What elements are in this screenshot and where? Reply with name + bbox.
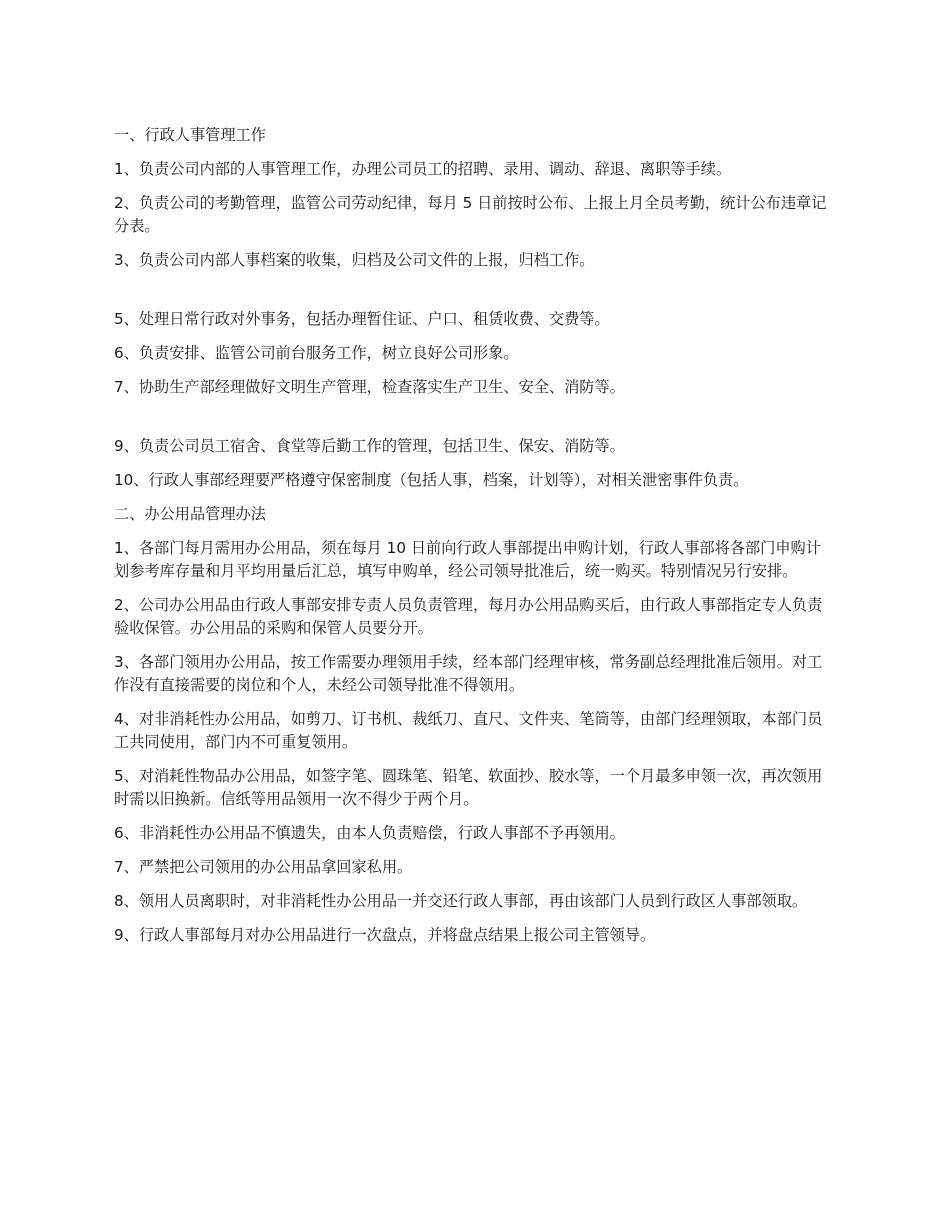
- list-item: 5、处理日常行政对外事务，包括办理暂住证、户口、租赁收费、交费等。: [114, 310, 610, 328]
- list-item: 3、负责公司内部人事档案的收集，归档及公司文件的上报，归档工作。: [114, 251, 595, 269]
- list-item: 2、负责公司的考勤管理，监管公司劳动纪律，每月 5 日前按时公布、上报上月全员考勤，统计公布违章记分表。: [114, 194, 827, 235]
- list-item: 1、各部门每月需用办公用品，须在每月 10 日前向行政人事部提出申购计划，行政人事部将各部门申购计划参考库存量和月平均用量后汇总，填写申购单，经公司领导批准后，统一购买。特别情况另行安排。: [114, 539, 821, 580]
- blank-gap: [114, 283, 836, 308]
- list-item: 6、负责安排、监管公司前台服务工作，树立良好公司形象。: [114, 344, 519, 362]
- list-item: 4、对非消耗性办公用品，如剪刀、订书机、裁纸刀、直尺、文件夹、笔筒等，由部门经理领取，本部门员工共同使用，部门内不可重复领用。: [114, 710, 823, 751]
- list-item: 10、行政人事部经理要严格遵守保密制度（包括人事，档案，计划等），对相关泄密事件负责。: [114, 471, 749, 489]
- list-item: 1、负责公司内部的人事管理工作，办理公司员工的招聘、录用、调动、辞退、离职等手续。: [114, 160, 732, 178]
- list-item: 2、公司办公用品由行政人事部安排专责人员负责管理，每月办公用品购买后，由行政人事部指定专人负责验收保管。办公用品的采购和保管人员要分开。: [114, 596, 823, 637]
- list-item: 3、各部门领用办公用品，按工作需要办理领用手续，经本部门经理审核，常务副总经理批准后领用。对工作没有直接需要的岗位和个人，未经公司领导批准不得领用。: [114, 653, 823, 694]
- blank-gap: [114, 410, 836, 435]
- section-heading-2: 二、办公用品管理办法: [114, 505, 266, 523]
- section-heading-1: 一、行政人事管理工作: [114, 126, 266, 144]
- list-item: 7、严禁把公司领用的办公用品拿回家私用。: [114, 858, 413, 876]
- document-page: [114, 124, 836, 958]
- list-item: 8、领用人员离职时，对非消耗性办公用品一并交还行政人事部，再由该部门人员到行政区人事部领取。: [114, 892, 808, 910]
- list-item: 6、非消耗性办公用品不慎遗失，由本人负责赔偿，行政人事部不予再领用。: [114, 824, 625, 842]
- list-item: 9、负责公司员工宿舍、食堂等后勤工作的管理，包括卫生、保安、消防等。: [114, 437, 625, 455]
- list-item: 9、行政人事部每月对办公用品进行一次盘点，并将盘点结果上报公司主管领导。: [114, 926, 656, 944]
- list-item: 7、协助生产部经理做好文明生产管理，检查落实生产卫生、安全、消防等。: [114, 378, 625, 396]
- list-item: 5、对消耗性物品办公用品，如签字笔、圆珠笔、铅笔、软面抄、胶水等，一个月最多申领一次，再次领用时需以旧换新。信纸等用品领用一次不得少于两个月。: [114, 767, 823, 808]
